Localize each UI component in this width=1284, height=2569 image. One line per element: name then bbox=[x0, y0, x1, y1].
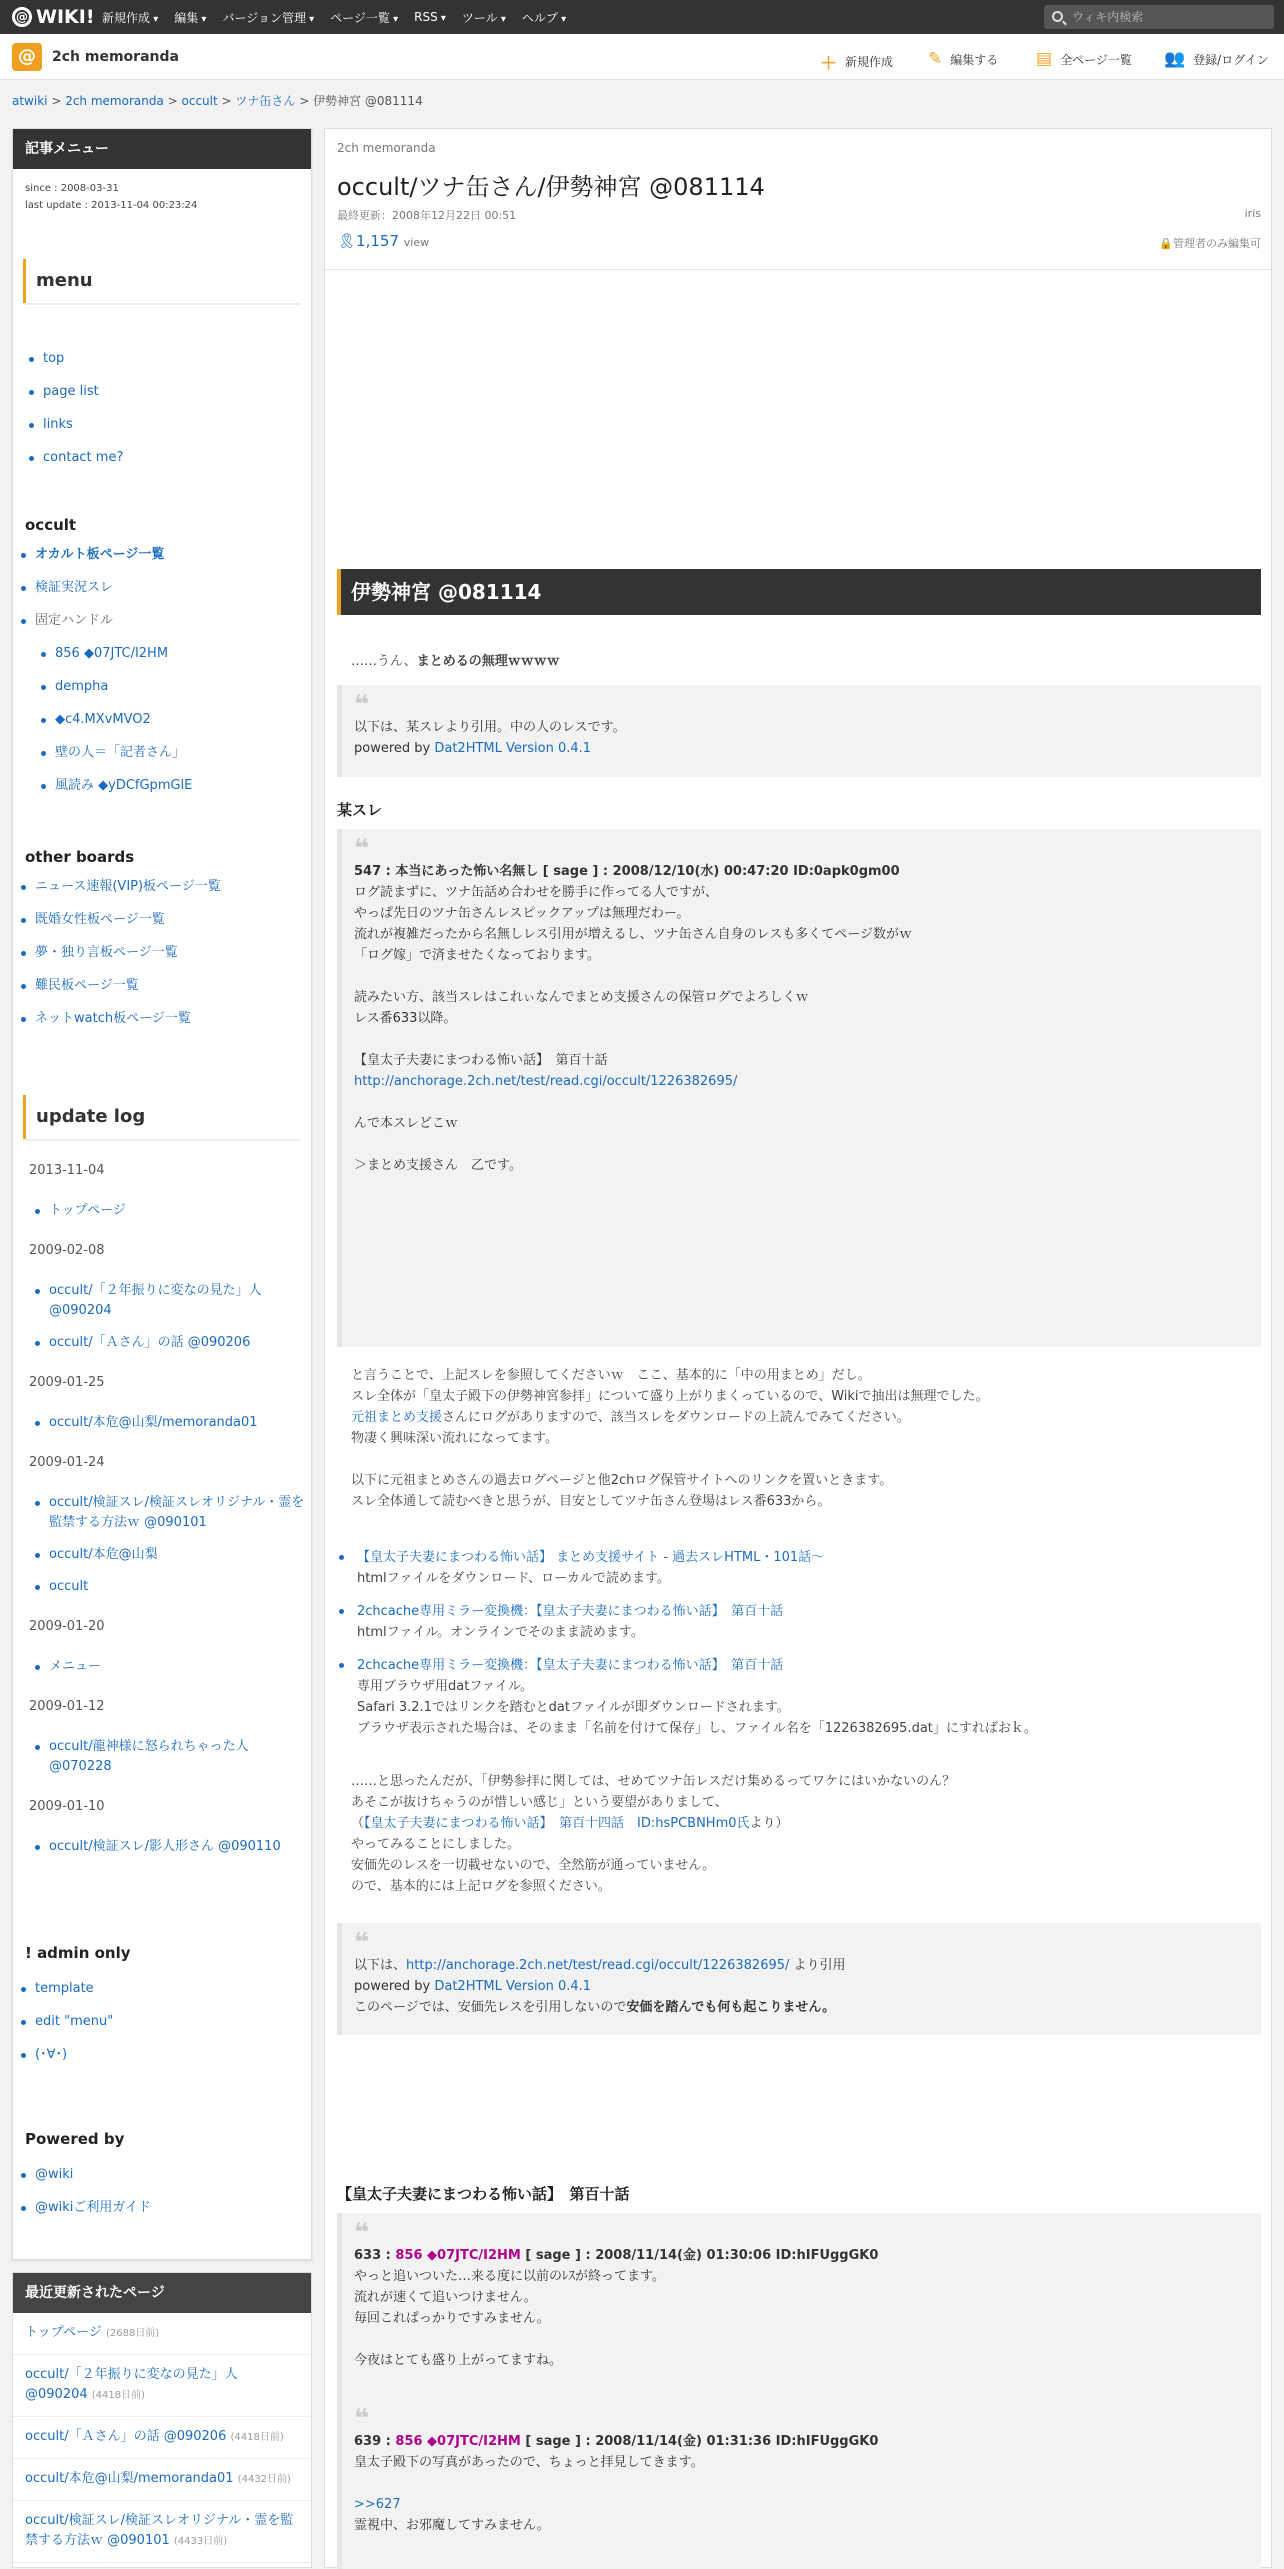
last-updated: 最終更新：2008年12月22日 00:51 bbox=[337, 209, 517, 222]
other-boards-section bbox=[25, 847, 305, 1029]
log-date: 2013-11-04 bbox=[29, 1163, 105, 1178]
recent-link[interactable]: occult/「Ａさん」の話 @090206 bbox=[25, 2429, 227, 2444]
ribbon-icon: 🎗 bbox=[337, 232, 357, 250]
quote-icon: ❝ bbox=[354, 2218, 370, 2248]
update-log-heading: update log bbox=[23, 1095, 301, 1139]
author: iris bbox=[1244, 207, 1261, 220]
admin-heading: ! admin only bbox=[25, 1944, 131, 1962]
sidebar bbox=[12, 128, 312, 2260]
new-page-button[interactable]: ＋ 新規作成 bbox=[820, 49, 893, 74]
anchor-627-link[interactable]: >>627 bbox=[354, 2497, 401, 2512]
recent-item bbox=[13, 2417, 311, 2459]
search-icon bbox=[1052, 11, 1063, 22]
log-links bbox=[337, 1547, 1257, 1751]
dat2html-link[interactable]: Dat2HTML Version 0.4.1 bbox=[434, 741, 592, 756]
recent-item bbox=[13, 2501, 311, 2563]
occult-list-link[interactable]: オカルト板ページ一覧 bbox=[35, 547, 165, 562]
log-date: 2009-01-20 bbox=[29, 1619, 105, 1634]
breadcrumb-occult[interactable]: occult bbox=[181, 94, 218, 108]
atwiki-link[interactable]: @wiki bbox=[35, 2167, 74, 2182]
breadcrumb-site[interactable]: 2ch memoranda bbox=[65, 94, 164, 108]
recent-ago: (2688日前) bbox=[105, 2328, 160, 2339]
board-refugee[interactable]: 難民板ページ一覧 bbox=[35, 978, 139, 993]
atwiki-guide-link[interactable]: @wikiご利用ガイド bbox=[35, 2200, 151, 2215]
site-logo-icon[interactable]: @ bbox=[12, 43, 42, 71]
post-header: 547 : 本当にあった怖い名無し [ sage ] : 2008/12/10(水) 00:47:20 ID:0apk0gm00 bbox=[354, 864, 900, 879]
recent-link[interactable]: occult/「２年振りに変なの見た」人 @090204 bbox=[25, 2367, 238, 2402]
login-button[interactable]: 👥 登録/ログイン bbox=[1164, 49, 1269, 69]
log-date: 2009-01-25 bbox=[29, 1375, 105, 1390]
since-text: since : 2008-03-31 bbox=[25, 183, 119, 194]
powered-section bbox=[25, 2129, 305, 2218]
menu-item-page-list[interactable]: page list bbox=[43, 384, 99, 399]
list-item: 2chcache専用ミラー変換機：【皇太子夫妻にまつわる怖い話】 第百十話 専用ブラウザ用datファイル。 Safari 3.2.1ではリンクを踏むとdatファイルが即ダウンロードされます。 ブラウザ表示された場合は、そのまま「名前を付けて保存」し、ファイル名を「1226382695.dat」にすればおｋ。 bbox=[337, 1655, 1257, 1739]
document-icon: ▤ bbox=[1036, 49, 1053, 69]
admin-face-link[interactable]: (･∀･) bbox=[35, 2047, 68, 2062]
quote-icon: ❝ bbox=[354, 834, 370, 864]
lock-icon: 🔒 bbox=[1159, 237, 1173, 250]
log-item[interactable]: occult/検証スレ/検証スレオリジナル・霊を監禁する方法ｗ @090101 bbox=[49, 1495, 305, 1530]
menu-list bbox=[23, 349, 123, 468]
quote-intro: ❝ 以下は、某スレより引用。中の人のレスです。 powered by Dat2HTML Version 0.4.1 bbox=[337, 685, 1261, 777]
menu-heading: menu bbox=[23, 259, 301, 303]
recent-ago: (4418日前) bbox=[91, 2390, 146, 2401]
log-date: 2009-01-12 bbox=[29, 1699, 105, 1714]
request-text: ……と思ったんだが、「伊勢参拝に関しては、せめてツナ缶レスだけ集めるってワケにはいかないのん？ あそこが抜けちゃうのが惜しい感じ」という要望がありまして、 （【皇太子夫妻にまつわる怖い話】 第百十四話 ID:hsPCBNHm0氏より） やってみることにしました。 安価先のレスを一切載せないので、全然筋が通っていません。 ので、基本的には上記ログを参照ください。 bbox=[351, 1774, 956, 1894]
other-boards-heading: other boards bbox=[25, 848, 135, 866]
menu-rss[interactable]: RSS ▾ bbox=[414, 10, 446, 24]
menu-tools[interactable]: ツール ▾ bbox=[462, 9, 506, 26]
log-date: 2009-01-10 bbox=[29, 1799, 105, 1814]
menu-version[interactable]: バージョン管理 ▾ bbox=[222, 9, 314, 26]
post-header: 639 : 856 ◆07JTC/I2HM [ sage ] : 2008/11/14(金) 01:31:36 ID:hIFUggGK0 bbox=[354, 2434, 879, 2449]
verify-thread-link[interactable]: 検証実況スレ bbox=[35, 580, 114, 595]
menu-new[interactable]: 新規作成 ▾ bbox=[102, 9, 158, 26]
board-dream[interactable]: 夢・独り言板ページ一覧 bbox=[35, 945, 178, 960]
log-item[interactable]: occult/本危@山梨 bbox=[49, 1547, 158, 1562]
mirror-dat-link[interactable]: 2chcache専用ミラー変換機：【皇太子夫妻にまつわる怖い話】 第百十話 bbox=[357, 1658, 784, 1673]
thread-110-heading: 【皇太子夫妻にまつわる怖い話】 第百十話 bbox=[337, 2185, 630, 2203]
recent-link[interactable]: occult/本危@山梨/memoranda01 bbox=[25, 2471, 234, 2486]
list-item: 【皇太子夫妻にまつわる怖い話】 まとめ支援サイト - 過去スレHTML・101話～ htmlファイルをダウンロード、ローカルで読めます。 bbox=[337, 1547, 1257, 1589]
atwiki-logo[interactable]: @ WIKI! bbox=[12, 6, 102, 28]
occult-section bbox=[25, 515, 305, 796]
site-name[interactable]: 2ch memoranda bbox=[52, 49, 179, 65]
recent-item bbox=[13, 2313, 311, 2355]
handles-label: 固定ハンドル bbox=[15, 611, 305, 631]
menu-item-links[interactable]: links bbox=[43, 417, 73, 432]
menu-help[interactable]: ヘルプ ▾ bbox=[522, 9, 566, 26]
handle-dempha[interactable]: dempha bbox=[55, 679, 109, 694]
article bbox=[324, 128, 1272, 2568]
mirror-html-link[interactable]: 2chcache専用ミラー変換機：【皇太子夫妻にまつわる怖い話】 第百十話 bbox=[357, 1604, 784, 1619]
page-title: occult/ツナ缶さん/伊勢神宮 @081114 bbox=[337, 173, 765, 201]
log-date: 2009-02-08 bbox=[29, 1243, 105, 1258]
thread-heading: 某スレ bbox=[337, 801, 383, 819]
edit-button[interactable]: ✎ 編集する bbox=[928, 49, 999, 69]
list-item: 2chcache専用ミラー変換機：【皇太子夫妻にまつわる怖い話】 第百十話 htmlファイル。オンラインでそのまま読めます。 bbox=[337, 1601, 1257, 1643]
explanation-text: と言うことで、上記スレを参照してくださいｗ ここ、基本的に「中の用まとめ」だし。 スレ全体が「皇太子殿下の伊勢神宮参拝」について盛り上がりまくっているので、Wikiで抽出は無理でした。 元祖まとめ支援さんにログがありますので、該当スレをダウンロードの上読んでみてください。 物凄く興味深い流れになってます。 以下に元祖まとめさんの過去ログページと他2chログ保管サイトへのリンクを置いときます。 スレ全体通して読むべきと思うが、目安としてツナ缶さん登場はレス番633から。 bbox=[351, 1368, 989, 1509]
plus-icon: ＋ bbox=[820, 54, 837, 74]
breadcrumb-current: 伊勢神宮 @081114 bbox=[313, 94, 423, 108]
menu-item-contact[interactable]: contact me? bbox=[43, 450, 124, 465]
menu-item-top[interactable]: top bbox=[43, 351, 65, 366]
thread-114-link[interactable]: 【皇太子夫妻にまつわる怖い話】 第百十四話 ID:hsPCBNHm0氏 bbox=[364, 1816, 750, 1831]
recent-item bbox=[13, 2459, 311, 2501]
recent-item bbox=[13, 2355, 311, 2417]
sidebar-title: 記事メニュー bbox=[13, 129, 311, 169]
recent-ago: (4433日前) bbox=[173, 2536, 228, 2547]
log-item[interactable]: occult/龍神様に怒られちゃった人 @070228 bbox=[49, 1739, 249, 1774]
board-vip[interactable]: ニュース速報(VIP)板ページ一覧 bbox=[35, 879, 221, 894]
log-item[interactable]: occult bbox=[49, 1579, 89, 1594]
recent-pages bbox=[12, 2272, 312, 2568]
handle-856[interactable]: 856 ◆07JTC/I2HM bbox=[55, 646, 169, 661]
recent-title: 最近更新されたページ bbox=[13, 2273, 311, 2313]
admin-template-link[interactable]: template bbox=[35, 1981, 94, 1996]
quote-icon: ❝ bbox=[354, 690, 370, 720]
log-item[interactable]: メニュー bbox=[49, 1659, 102, 1674]
pencil-icon: ✎ bbox=[928, 49, 943, 69]
log-item[interactable]: occult/検証スレ/影人形さん @090110 bbox=[49, 1839, 281, 1854]
board-married[interactable]: 既婚女性板ページ一覧 bbox=[35, 912, 165, 927]
search-input[interactable]: ウィキ内検索 bbox=[1044, 5, 1274, 29]
occult-heading: occult bbox=[25, 516, 77, 534]
handle-wall[interactable]: 壁の人＝「記者さん」 bbox=[55, 745, 186, 760]
menu-pages[interactable]: ページ一覧 ▾ bbox=[330, 9, 398, 26]
update-log bbox=[29, 1161, 305, 1857]
site-header bbox=[0, 34, 1284, 80]
posts-thread-110: ❝ 633 : 856 ◆07JTC/I2HM [ sage ] : 2008/11/14(金) 01:30:06 ID:hIFUggGK0 やっと追いついた…来る度に以前のﾚｽが終ってます。 流れが速くて追いつけません。 毎回これぱっかりですみません。 今夜はとても盛り上がってますね。 ❝ 639 : 856 ◆07JTC/I2HM [ sage ] : 2008/11/14(金) 01:31:36 ID:hIFUggGK0 皇太子殿下の写真があったので、ちょっと拝見してきます。 >>627 霊視中、お邪魔してすみません。 bbox=[337, 2213, 1261, 2569]
thread-url-link[interactable]: http://anchorage.2ch.net/test/read.cgi/occult/1226382695/ bbox=[354, 1074, 738, 1089]
intro-text: ……うん、まとめるの無理ｗｗｗｗ bbox=[351, 654, 560, 669]
recent-ago: (4432日前) bbox=[237, 2474, 291, 2485]
post-547: ❝ 547 : 本当にあった怖い名無し [ sage ] : 2008/12/10(水) 00:47:20 ID:0apk0gm00 ログ読まずに、ツナ缶話め合わせを勝手に作ってる人ですが、 やっぱ先日のツナ缶さんレスピックアップは無理だわー。 流れが複雑だったから名無しレス引用が増えるし、ツナ缶さん自身のレスも多くてページ数がｗ 「ログ嫁」で済ませたくなっております。 読みたい方、該当スレはこれぃなんでまとめ支援さんの保管ログでよろしくｗ レス番633以降。 【皇太子夫妻にまつわる怖い話】 第百十話 http://anchorage.2ch.net/test/read.cgi/occult/1226382695/ んで本スレどこｗ ＞まとめ支援さん 乙です。 bbox=[337, 829, 1261, 1347]
last-update-text: last update : 2013-11-04 00:23:24 bbox=[25, 200, 198, 211]
global-toolbar bbox=[0, 0, 1284, 34]
board-netwatch[interactable]: ネットwatch板ページ一覧 bbox=[35, 1011, 191, 1026]
section-heading: 伊勢神宮 @081114 bbox=[337, 569, 1261, 615]
log-date: 2009-01-24 bbox=[29, 1455, 105, 1470]
admin-section bbox=[25, 1943, 305, 2065]
origin-summary-link[interactable]: 元祖まとめ支援 bbox=[351, 1410, 443, 1425]
dat2html-link[interactable]: Dat2HTML Version 0.4.1 bbox=[434, 1979, 592, 1994]
recent-link[interactable]: トップページ bbox=[25, 2325, 102, 2340]
recent-ago: (4418日前) bbox=[230, 2432, 284, 2443]
admin-edit-menu-link[interactable]: edit "menu" bbox=[35, 2014, 114, 2029]
quote-icon: ❝ bbox=[354, 1928, 370, 1958]
users-icon: 👥 bbox=[1164, 49, 1186, 69]
log-item[interactable]: occult/本危@山梨/memoranda01 bbox=[49, 1415, 258, 1430]
article-site: 2ch memoranda bbox=[337, 141, 436, 155]
admin-edit-note: 🔒管理者のみ編集可 bbox=[1159, 237, 1261, 250]
quote-icon: ❝ bbox=[354, 2404, 370, 2434]
source-thread-link[interactable]: http://anchorage.2ch.net/test/read.cgi/occult/1226382695/ bbox=[406, 1958, 790, 1973]
quote-source: ❝ 以下は、http://anchorage.2ch.net/test/read.cgi/occult/1226382695/ より引用 powered by Dat2HTML Version 0.4.1 このページでは、安価先レスを引用しないので安価を踏んでも何も起こりません。 bbox=[337, 1923, 1261, 2035]
log-item[interactable]: occult/「Ａさん」の話 @090206 bbox=[49, 1335, 251, 1350]
summary-site-link[interactable]: 【皇太子夫妻にまつわる怖い話】 まとめ支援サイト - 過去スレHTML・101話～ bbox=[357, 1550, 825, 1565]
breadcrumb-atwiki[interactable]: atwiki bbox=[12, 94, 48, 108]
breadcrumb-tunacan[interactable]: ツナ缶さん bbox=[235, 94, 296, 108]
at-icon: @ bbox=[12, 7, 32, 27]
handle-c4[interactable]: ◆c4.MXvMVO2 bbox=[55, 712, 151, 727]
post-header: 633 : 856 ◆07JTC/I2HM [ sage ] : 2008/11/14(金) 01:30:06 ID:hIFUggGK0 bbox=[354, 2248, 879, 2263]
recent-link[interactable]: occult/検証スレ/検証スレオリジナル・霊を監禁する方法ｗ @090101 bbox=[25, 2513, 294, 2548]
powered-heading: Powered by bbox=[25, 2130, 125, 2148]
handle-kazeyomi[interactable]: 風読み ◆yDCfGpmGlE bbox=[55, 778, 193, 793]
menu-edit[interactable]: 編集 ▾ bbox=[174, 9, 206, 26]
log-item[interactable]: トップページ bbox=[49, 1203, 126, 1218]
breadcrumb: atwiki > 2ch memoranda > occult > ツナ缶さん > 伊勢神宮 @081114 bbox=[12, 94, 423, 108]
view-counter: 🎗1,157 view bbox=[337, 232, 430, 250]
log-item[interactable]: occult/「２年振りに変なの見た」人 @090204 bbox=[49, 1283, 262, 1318]
all-pages-button[interactable]: ▤ 全ページ一覧 bbox=[1036, 49, 1132, 69]
divider bbox=[325, 269, 1271, 270]
